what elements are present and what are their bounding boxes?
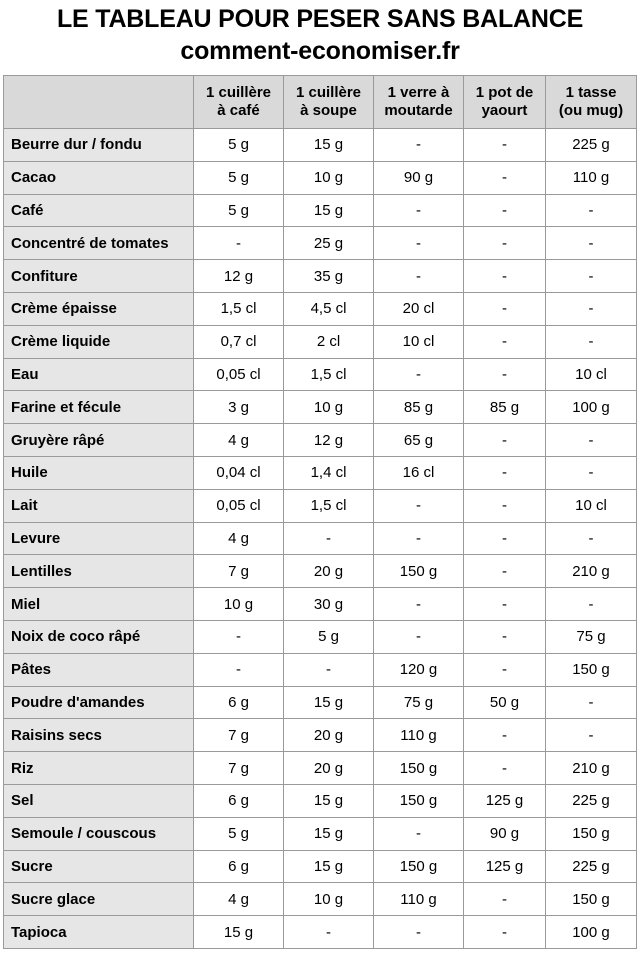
table-cell: 1,5 cl <box>284 358 374 391</box>
column-header-line: à soupe <box>300 102 357 119</box>
table-cell: - <box>464 227 546 260</box>
row-label: Eau <box>4 358 194 391</box>
row-label: Crème liquide <box>4 325 194 358</box>
table-cell: 225 g <box>546 129 637 162</box>
row-label: Crème épaisse <box>4 292 194 325</box>
table-cell: 75 g <box>374 686 464 719</box>
table-cell: 50 g <box>464 686 546 719</box>
table-cell: 15 g <box>194 916 284 949</box>
table-cell: 225 g <box>546 784 637 817</box>
table-cell: - <box>374 522 464 555</box>
table-row <box>4 161 637 194</box>
table-cell: - <box>374 194 464 227</box>
table-cell: 5 g <box>194 194 284 227</box>
table-cell: - <box>464 620 546 653</box>
table-cell: - <box>464 653 546 686</box>
table-cell: - <box>546 588 637 621</box>
table-cell: 100 g <box>546 916 637 949</box>
column-header-line: yaourt <box>481 102 528 119</box>
column-header-line: 1 cuillère <box>295 84 362 101</box>
table-cell: 150 g <box>546 883 637 916</box>
table-cell: - <box>464 194 546 227</box>
table-cell: 150 g <box>546 653 637 686</box>
table-cell: - <box>464 424 546 457</box>
table-cell: 120 g <box>374 653 464 686</box>
conversion-table <box>3 75 637 949</box>
table-cell: 210 g <box>546 752 637 785</box>
column-header <box>464 76 546 129</box>
table-cell: 5 g <box>284 620 374 653</box>
table-cell: - <box>284 522 374 555</box>
table-cell: 15 g <box>284 129 374 162</box>
table-row <box>4 489 637 522</box>
table-cell: 16 cl <box>374 456 464 489</box>
table-row <box>4 227 637 260</box>
table-row <box>4 522 637 555</box>
row-label: Confiture <box>4 260 194 293</box>
table-cell: - <box>546 325 637 358</box>
table-cell: 90 g <box>374 161 464 194</box>
table-row <box>4 358 637 391</box>
table-row <box>4 883 637 916</box>
table-cell: 225 g <box>546 850 637 883</box>
table-cell: - <box>546 424 637 457</box>
table-row <box>4 260 637 293</box>
table-cell: 6 g <box>194 850 284 883</box>
table-cell: 210 g <box>546 555 637 588</box>
column-header-line: 1 pot de <box>475 84 534 101</box>
row-label: Huile <box>4 456 194 489</box>
table-cell: - <box>464 292 546 325</box>
table-cell: 10 g <box>284 161 374 194</box>
table-cell: - <box>374 588 464 621</box>
table-cell: 0,05 cl <box>194 489 284 522</box>
column-header-line: 1 tasse <box>565 84 617 101</box>
table-cell: - <box>464 752 546 785</box>
table-cell: - <box>464 719 546 752</box>
table-cell: 20 g <box>284 719 374 752</box>
row-label: Café <box>4 194 194 227</box>
table-row <box>4 620 637 653</box>
table-cell: 110 g <box>374 883 464 916</box>
table-row <box>4 292 637 325</box>
table-cell: 150 g <box>374 752 464 785</box>
table-cell: 15 g <box>284 784 374 817</box>
table-cell: 15 g <box>284 850 374 883</box>
table-cell: - <box>464 456 546 489</box>
table-cell: 4 g <box>194 522 284 555</box>
row-label: Cacao <box>4 161 194 194</box>
table-cell: - <box>546 194 637 227</box>
column-header <box>374 76 464 129</box>
table-cell: - <box>194 653 284 686</box>
table-cell: - <box>464 522 546 555</box>
row-label: Farine et fécule <box>4 391 194 424</box>
table-row <box>4 784 637 817</box>
table-cell: 4,5 cl <box>284 292 374 325</box>
table-cell: 0,7 cl <box>194 325 284 358</box>
table-cell: 75 g <box>546 620 637 653</box>
table-cell: - <box>464 260 546 293</box>
table-cell: 5 g <box>194 161 284 194</box>
table-cell: - <box>374 129 464 162</box>
table-cell: 10 g <box>284 883 374 916</box>
table-cell: - <box>374 260 464 293</box>
table-cell: - <box>194 620 284 653</box>
row-label: Concentré de tomates <box>4 227 194 260</box>
table-cell: 15 g <box>284 686 374 719</box>
table-cell: 100 g <box>546 391 637 424</box>
table-cell: - <box>546 292 637 325</box>
table-cell: - <box>374 358 464 391</box>
table-cell: 0,04 cl <box>194 456 284 489</box>
column-header-line: 1 verre à <box>387 84 450 101</box>
table-cell: - <box>464 129 546 162</box>
table-cell: - <box>546 227 637 260</box>
column-header-line: à café <box>217 102 260 119</box>
table-cell: - <box>374 489 464 522</box>
column-header-line: (ou mug) <box>558 102 624 119</box>
table-cell: 6 g <box>194 686 284 719</box>
table-cell: 85 g <box>464 391 546 424</box>
row-label: Gruyère râpé <box>4 424 194 457</box>
page-subtitle: comment-economiser.fr <box>180 37 460 65</box>
table-cell: 65 g <box>374 424 464 457</box>
table-row <box>4 719 637 752</box>
table-cell: - <box>374 227 464 260</box>
table-cell: 7 g <box>194 752 284 785</box>
table-cell: 2 cl <box>284 325 374 358</box>
table-row <box>4 456 637 489</box>
table-cell: 30 g <box>284 588 374 621</box>
table-cell: 20 g <box>284 752 374 785</box>
table-cell: - <box>374 817 464 850</box>
table-cell: 25 g <box>284 227 374 260</box>
table-cell: - <box>374 620 464 653</box>
table-row <box>4 391 637 424</box>
table-cell: 90 g <box>464 817 546 850</box>
row-label: Tapioca <box>4 916 194 949</box>
table-cell: - <box>464 325 546 358</box>
table-row <box>4 817 637 850</box>
table-cell: 1,5 cl <box>284 489 374 522</box>
table-row <box>4 752 637 785</box>
row-label: Lait <box>4 489 194 522</box>
row-label: Riz <box>4 752 194 785</box>
table-cell: 7 g <box>194 555 284 588</box>
row-label: Sucre glace <box>4 883 194 916</box>
table-cell: - <box>464 489 546 522</box>
row-label: Poudre d'amandes <box>4 686 194 719</box>
row-label: Raisins secs <box>4 719 194 752</box>
row-label: Sucre <box>4 850 194 883</box>
table-cell: 150 g <box>374 784 464 817</box>
table-cell: 6 g <box>194 784 284 817</box>
table-cell: 3 g <box>194 391 284 424</box>
table-cell: - <box>464 555 546 588</box>
page-title: LE TABLEAU POUR PESER SANS BALANCE <box>56 5 584 33</box>
table-cell: 7 g <box>194 719 284 752</box>
table-cell: - <box>546 522 637 555</box>
table-row <box>4 686 637 719</box>
row-label: Levure <box>4 522 194 555</box>
table-cell: 5 g <box>194 817 284 850</box>
table-cell: - <box>546 456 637 489</box>
column-header-line: moutarde <box>384 102 453 119</box>
row-label: Beurre dur / fondu <box>4 129 194 162</box>
table-row <box>4 194 637 227</box>
column-header-line: 1 cuillère <box>205 84 272 101</box>
row-label: Miel <box>4 588 194 621</box>
table-cell: 10 cl <box>374 325 464 358</box>
table-cell: 15 g <box>284 817 374 850</box>
table-row <box>4 129 637 162</box>
table-cell: 4 g <box>194 883 284 916</box>
row-label: Lentilles <box>4 555 194 588</box>
table-cell: - <box>194 227 284 260</box>
table-row <box>4 424 637 457</box>
table-cell: 10 cl <box>546 358 637 391</box>
row-label: Semoule / couscous <box>4 817 194 850</box>
table-cell: 10 cl <box>546 489 637 522</box>
table-cell: 12 g <box>284 424 374 457</box>
table-cell: - <box>546 260 637 293</box>
column-header <box>284 76 374 129</box>
table-row <box>4 325 637 358</box>
table-cell: 35 g <box>284 260 374 293</box>
table-cell: 150 g <box>374 850 464 883</box>
column-header <box>546 76 637 129</box>
column-header <box>194 76 284 129</box>
table-cell: 0,05 cl <box>194 358 284 391</box>
table-cell: 150 g <box>546 817 637 850</box>
table-cell: 10 g <box>284 391 374 424</box>
table-row <box>4 916 637 949</box>
table-cell: 150 g <box>374 555 464 588</box>
table-cell: 110 g <box>374 719 464 752</box>
table-cell: 125 g <box>464 784 546 817</box>
table-cell: 1,4 cl <box>284 456 374 489</box>
table-row <box>4 555 637 588</box>
table-cell: - <box>284 653 374 686</box>
table-cell: 5 g <box>194 129 284 162</box>
row-label: Pâtes <box>4 653 194 686</box>
header <box>0 0 640 67</box>
table-cell: 10 g <box>194 588 284 621</box>
table-cell: - <box>284 916 374 949</box>
table-cell: 85 g <box>374 391 464 424</box>
table-cell: 15 g <box>284 194 374 227</box>
table-cell: 110 g <box>546 161 637 194</box>
table-cell: 20 cl <box>374 292 464 325</box>
table-body <box>4 129 637 949</box>
table-header-row <box>4 76 637 129</box>
table-cell: - <box>374 916 464 949</box>
table-row <box>4 588 637 621</box>
table-cell: - <box>464 588 546 621</box>
table-cell: - <box>546 719 637 752</box>
header-corner-cell <box>4 76 194 129</box>
row-label: Sel <box>4 784 194 817</box>
row-label: Noix de coco râpé <box>4 620 194 653</box>
table-row <box>4 653 637 686</box>
table-row <box>4 850 637 883</box>
table-cell: 20 g <box>284 555 374 588</box>
table-cell: 12 g <box>194 260 284 293</box>
table-cell: 125 g <box>464 850 546 883</box>
table-cell: - <box>464 916 546 949</box>
table-cell: - <box>464 883 546 916</box>
table-cell: 4 g <box>194 424 284 457</box>
table-cell: - <box>464 161 546 194</box>
table-cell: - <box>464 358 546 391</box>
table-cell: 1,5 cl <box>194 292 284 325</box>
table-cell: - <box>546 686 637 719</box>
